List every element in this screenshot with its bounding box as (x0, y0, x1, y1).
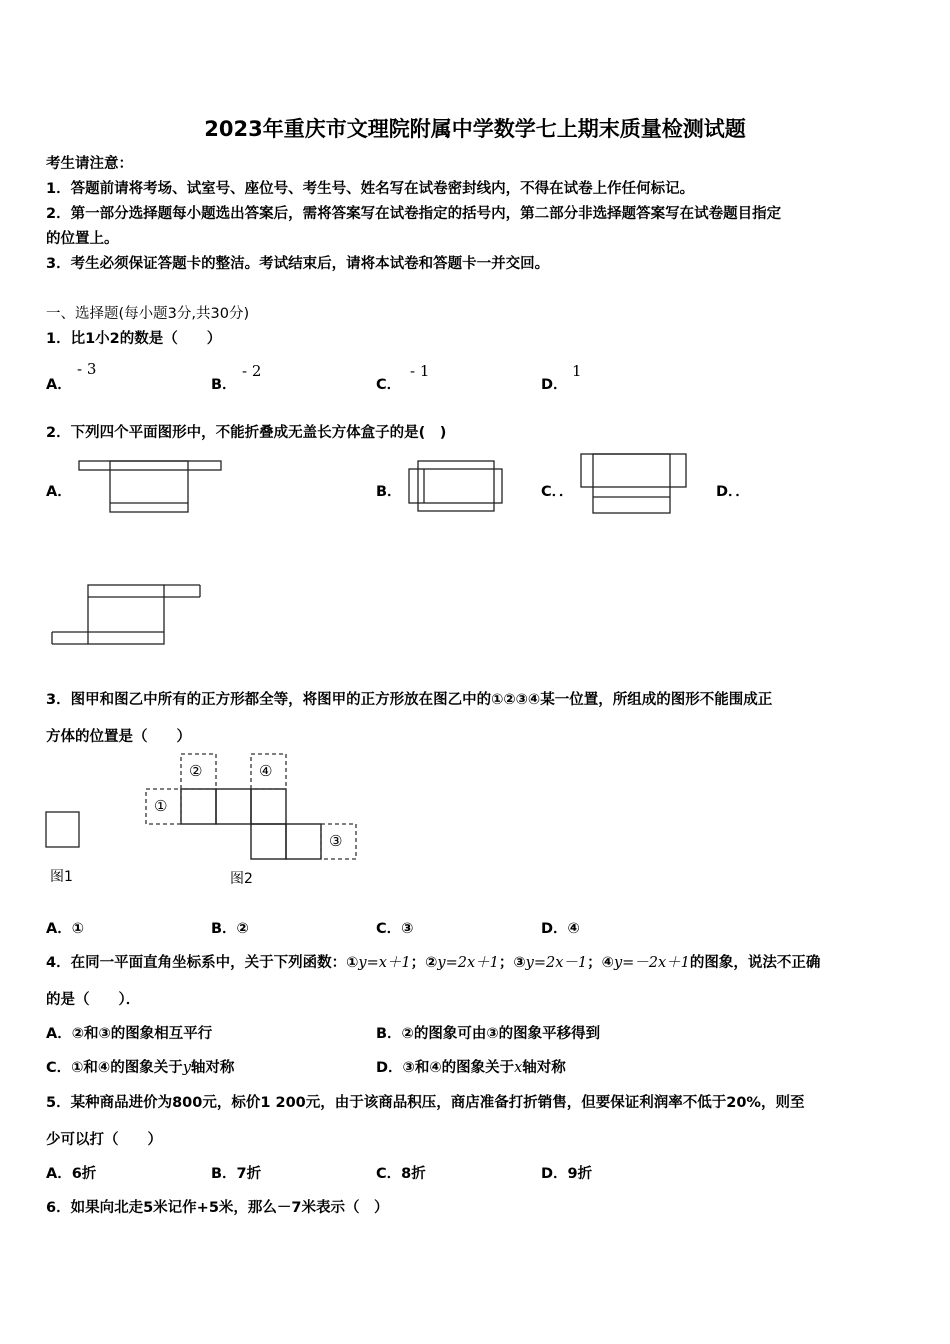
q1-option-d-label: D． (541, 377, 568, 393)
q1-stem: 1．比1小2的数是（ ） (46, 331, 222, 347)
q3-option-b: B．② (211, 921, 249, 937)
section-heading: 一、选择题(每小题3分,共30分) (46, 306, 250, 322)
q4-option-d (376, 1056, 566, 1077)
q4-stem-line1 (46, 951, 820, 972)
q3-mark-2: ② (189, 762, 203, 780)
q4-stem-pre: 4．在同一平面直角坐标系中，关于下列函数：① (46, 955, 359, 971)
notice-item: 2．第一部分选择题每小题选出答案后，需将答案写在试卷指定的括号内，第二部分非选择题答案写在试卷题目指定 (46, 206, 782, 222)
q4-option-a: A．②和③的图象相互平行 (46, 1026, 213, 1042)
q4-option-b: B．②的图象可由③的图象平移得到 (376, 1026, 601, 1042)
q5-option-d: D．9折 (541, 1166, 593, 1182)
q4-sep: ；④ (587, 955, 614, 971)
notice-item: 1．答题前请将考场、试室号、座位号、考生号、姓名写在试卷密封线内，不得在试卷上作任何标记。 (46, 181, 695, 197)
notice-item: 3．考生必须保证答题卡的整洁。考试结束后，请将本试卷和答题卡一并交回。 (46, 256, 550, 272)
q4-sep: ；③ (498, 955, 526, 971)
q4-option-c-var: y (182, 1060, 191, 1076)
page-title: 2023年重庆市文理院附属中学数学七上期末质量检测试题 (204, 117, 746, 141)
q5-option-b: B．7折 (211, 1166, 262, 1182)
q3-option-c: C．③ (376, 921, 414, 937)
q4-option-d-pre: D．③和④的图象关于 (376, 1060, 515, 1076)
q5-stem-line2: 少可以打（ ） (46, 1132, 162, 1148)
q4-func-1: y=x＋1 (358, 955, 411, 971)
q6-stem: 6．如果向北走5米记作+5米，那么－7米表示（ ） (46, 1200, 389, 1216)
q3-stem-line1: 3．图甲和图乙中所有的正方形都全等，将图甲的正方形放在图乙中的①②③④某一位置，所组成的图形不能围成正 (46, 692, 773, 708)
q5-stem-line1: 5．某种商品进价为800元，标价1 200元，由于该商品积压，商店准备打折销售，但要保证利润率不低于20%，则至 (46, 1095, 805, 1111)
q5-option-a: A．6折 (46, 1166, 97, 1182)
q5-option-c: C．8折 (376, 1166, 426, 1182)
q3-mark-1: ① (154, 797, 168, 815)
q3-mark-4: ④ (259, 762, 273, 780)
q4-func-3: y=2x－1 (525, 955, 588, 971)
q4-option-c (46, 1056, 234, 1077)
q2-option-b-label: B． (376, 484, 402, 500)
q2-option-d-label: D．． (716, 484, 750, 500)
q4-func-2: y=2x＋1 (437, 955, 499, 971)
q3-stem-line2: 方体的位置是（ ） (46, 729, 191, 745)
q4-stem-line2: 的是（ ）． (46, 992, 141, 1008)
notice-heading: 考生请注意： (46, 156, 133, 172)
q1-option-c-value: - 1 (410, 362, 430, 380)
q4-option-d-post: 轴对称 (522, 1060, 566, 1076)
q1-option-a-label: A． (46, 377, 72, 393)
q4-option-c-pre: C．①和④的图象关于 (46, 1060, 183, 1076)
q2-stem: 2．下列四个平面图形中，不能折叠成无盖长方体盒子的是( ) (46, 425, 447, 441)
q1-option-b-value: - 2 (242, 362, 262, 380)
q3-figure-2-caption: 图2 (230, 871, 253, 887)
q2-option-a-label: A． (46, 484, 72, 500)
q1-option-b-label: B． (211, 377, 237, 393)
q3-option-a: A．① (46, 921, 84, 937)
q4-sep: ；② (410, 955, 438, 971)
q1-option-c-label: C． (376, 377, 402, 393)
q2-option-c-label: C．． (541, 484, 574, 500)
q3-option-d: D．④ (541, 921, 580, 937)
q3-mark-3: ③ (329, 832, 343, 850)
q4-stem-post: 的图象，说法不正确 (689, 955, 821, 971)
q3-figure-1-caption: 图1 (50, 869, 73, 885)
q4-option-d-var: x (514, 1060, 523, 1076)
q1-option-a-value: - 3 (77, 360, 97, 378)
notice-item: 的位置上。 (46, 231, 119, 247)
q4-option-c-post: 轴对称 (190, 1060, 235, 1076)
q4-func-4: y=－2x＋1 (613, 955, 690, 971)
q1-option-d-value: 1 (572, 362, 582, 380)
